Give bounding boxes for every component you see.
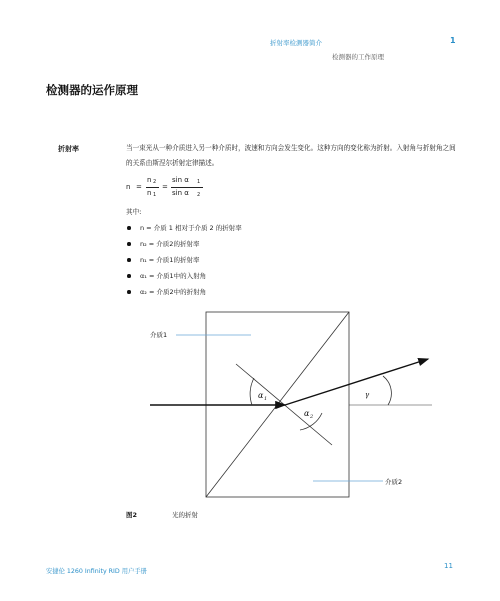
medium2-label: 介质2	[385, 478, 403, 486]
definition-text: n = 介质 1 相对于介质 2 的折射率	[140, 224, 242, 232]
header-subtitle: 检测器的工作原理	[332, 53, 384, 61]
footer-page-number: 11	[444, 562, 453, 570]
page-title: 检测器的运作原理	[46, 83, 138, 97]
section-label: 折射率	[58, 145, 79, 153]
alpha2-label: α	[304, 409, 310, 418]
formula-denominator-sub: 1	[153, 192, 157, 198]
alpha1-arc	[250, 378, 254, 405]
formula-numerator: n	[147, 176, 152, 184]
formula-rhs-numerator-sub: 1	[197, 179, 201, 185]
definition-text: α₁ = 介质1中的入射角	[140, 272, 207, 280]
gamma-arc	[383, 376, 391, 405]
formula-denominator: n	[147, 189, 152, 197]
formula-rhs-denominator-sub: 2	[197, 192, 201, 198]
formula-numerator-sub: 2	[153, 179, 157, 185]
figure-caption: 光的折射	[172, 511, 198, 519]
refracted-ray	[285, 359, 428, 405]
formula-lhs: n	[126, 183, 131, 191]
formula-rhs-denominator: sin α	[172, 189, 189, 197]
header-chapter-number: 1	[450, 36, 456, 45]
where-label: 其中:	[126, 208, 142, 216]
section-paragraph: 当一束光从一种介质进入另一种介质时，波速和方向会发生变化。这种方向的变化称为折射。入射角与折射角之间的关系由斯涅尔折射定律描述。	[126, 144, 456, 167]
formula-rhs-numerator: sin α	[172, 176, 189, 184]
alpha1-sub: 1	[264, 396, 268, 402]
alpha2-sub: 2	[310, 414, 314, 420]
definition-text: n₁ = 介质1的折射率	[140, 256, 200, 264]
header-chapter-title: 折射率检测器简介	[270, 39, 322, 47]
gamma-label: γ	[365, 391, 370, 399]
formula-equals-2: =	[162, 183, 168, 191]
alpha1-label: α	[258, 391, 264, 400]
footer-manual-title: 安捷伦 1260 Infinity RID 用户手册	[46, 568, 147, 575]
formula-equals: =	[136, 183, 142, 191]
medium1-label: 介质1	[150, 331, 168, 339]
figure-number: 图2	[126, 511, 138, 519]
definition-text: n₂ = 介质2的折射率	[140, 240, 200, 248]
definition-text: α₂ = 介质2中的折射角	[140, 288, 207, 296]
